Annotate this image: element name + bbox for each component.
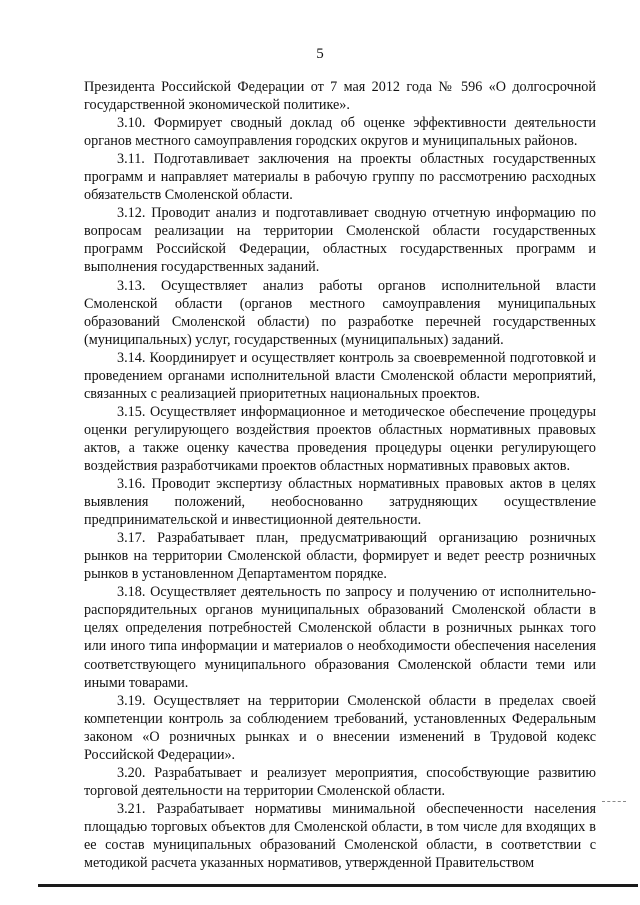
paragraph-continuation: Президента Российской Федерации от 7 мая 2012 года № 596 «О долгосрочной государственной экономической политике».	[84, 79, 596, 114]
paragraph-3-15: 3.15. Осуществляет информационное и методическое обеспечение процедуры оценки регулирующего воздействия проектов областных нормативных правовых актов, а также оценку качества проведения процедуры оценки регулирующего воздействия разработчиками проектов областных нормативных правовых актов.	[84, 403, 596, 474]
paragraph-3-12: 3.12. Проводит анализ и подготавливает сводную отчетную информацию по вопросам реализации на территории Смоленской области государственных программ Российской Федерации, областных государственных программ и выполнения государственных заданий.	[84, 205, 596, 276]
paragraph-3-13: 3.13. Осуществляет анализ работы органов исполнительной власти Смоленской области (органов местного самоуправления муниципальных образований Смоленской области) по разработке перечней государственных (муниципальных) услуг, государственных (муниципальных) заданий.	[84, 277, 596, 348]
paragraph-3-11: 3.11. Подготавливает заключения на проекты областных государственных программ и направляет материалы в рабочую группу по рассмотрению расходных обязательств Смоленской области.	[84, 151, 596, 204]
paragraph-3-14: 3.14. Координирует и осуществляет контроль за своевременной подготовкой и проведением органами исполнительной власти Смоленской области мероприятий, связанных с реализацией приоритетных национальных проектов.	[84, 349, 596, 402]
document-body	[84, 78, 596, 872]
paragraph-3-18: 3.18. Осуществляет деятельность по запросу и получению от исполнительно-распорядительных органов муниципальных образований Смоленской области в целях определения потребностей Смоленской области в розничных рынках того или иного типа информации и материалов о необходимости обеспечения населения соответствующего муниципального образования Смоленской области теми или иными товарами.	[84, 584, 596, 691]
scan-mark	[602, 801, 626, 803]
paragraph-3-21: 3.21. Разрабатывает нормативы минимальной обеспеченности населения площадью торговых объектов для Смоленской области, в том числе для входящих в ее состав муниципальных образований Смоленской области, в соответствии с методикой расчета указанных нормативов, утвержденной Правительством	[84, 800, 596, 872]
paragraph-3-20: 3.20. Разрабатывает и реализует мероприятия, способствующие развитию торговой деятельности на территории Смоленской области.	[84, 764, 596, 799]
paragraph-3-17: 3.17. Разрабатывает план, предусматривающий организацию розничных рынков на территории Смоленской области, формирует и ведет реестр розничных рынков в установленном Департаментом порядке.	[84, 530, 596, 583]
paragraph-3-16: 3.16. Проводит экспертизу областных нормативных правовых актов в целях выявления положений, необоснованно затрудняющих осуществление предпринимательской и инвестиционной деятельности.	[84, 476, 596, 529]
paragraph-3-10: 3.10. Формирует сводный доклад об оценке эффективности деятельности органов местного самоуправления городских округов и муниципальных районов.	[84, 115, 596, 150]
bottom-rule	[38, 884, 638, 887]
page-number: 5	[316, 46, 324, 62]
paragraph-3-19: 3.19. Осуществляет на территории Смоленской области в пределах своей компетенции контроль за соблюдением требований, установленных Федеральным законом «О розничных рынках и о внесении изменений в Трудовой кодекс Российской Федерации».	[84, 692, 596, 763]
